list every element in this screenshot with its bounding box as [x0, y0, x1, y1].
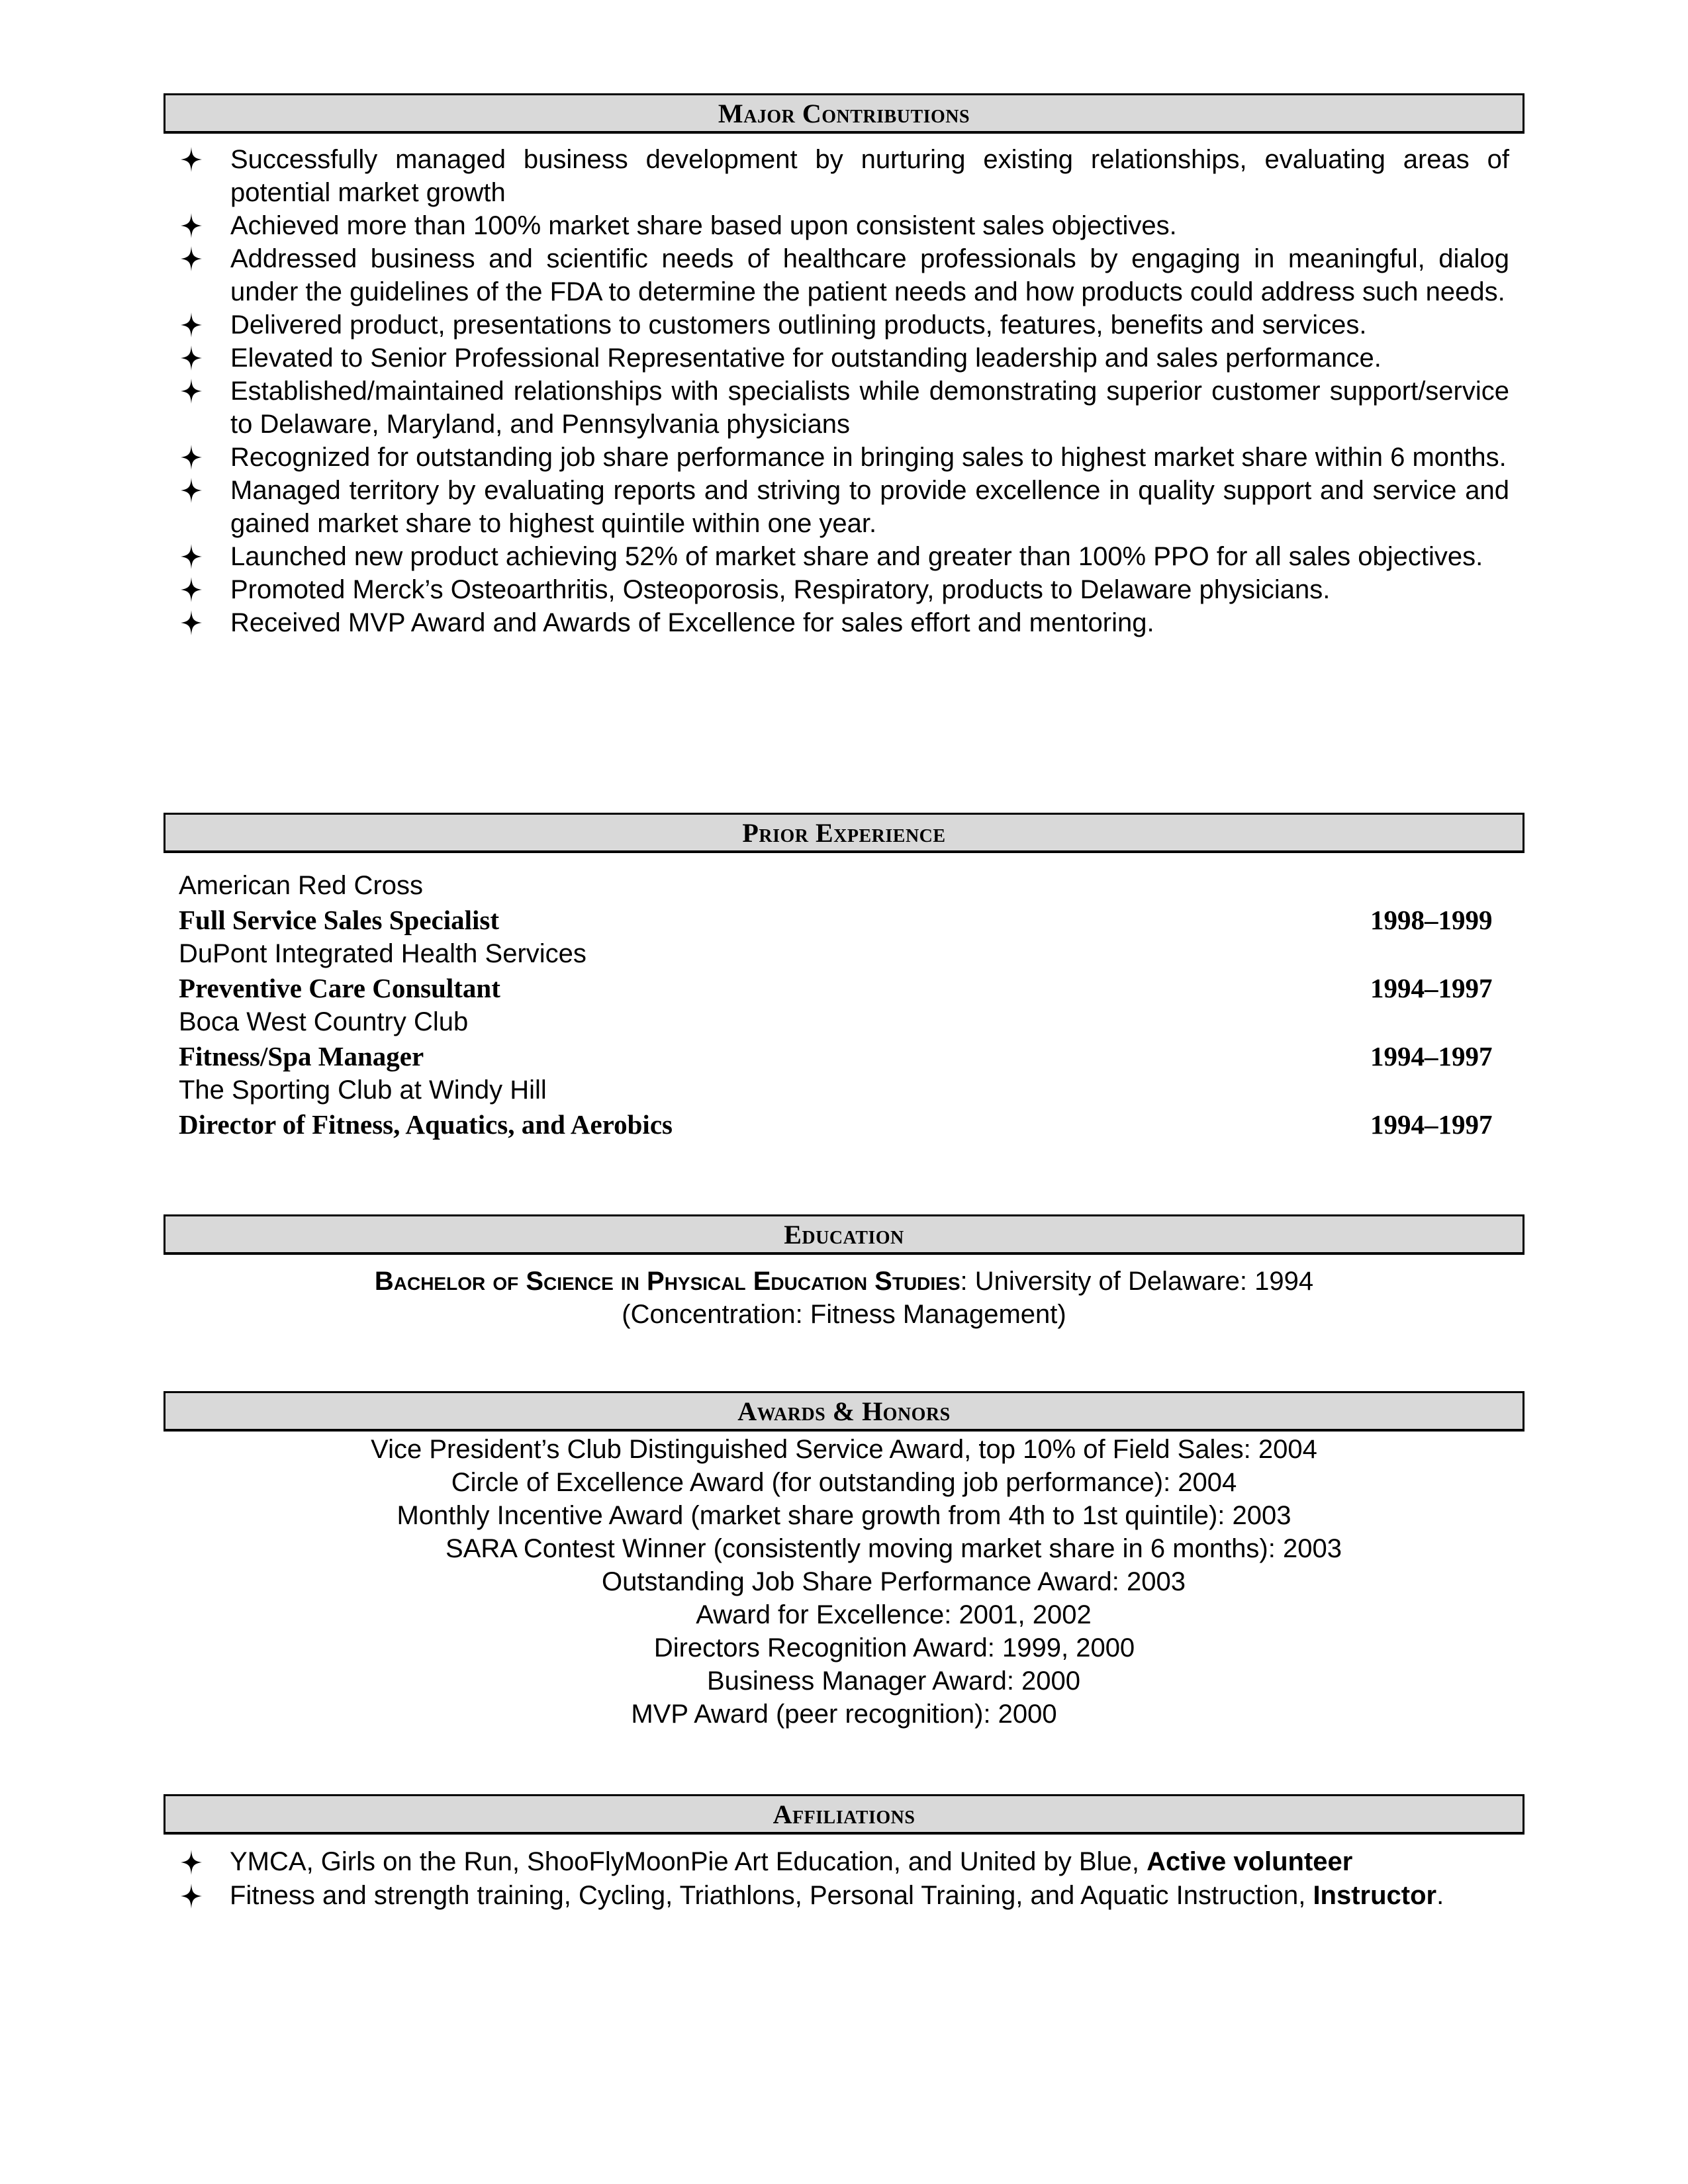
- degree-line: [164, 1265, 1524, 1298]
- award-item: Business Manager Award: 2000: [706, 1666, 1081, 1696]
- list-item: [179, 308, 1509, 341]
- section-header-affiliations: [164, 1794, 1524, 1835]
- star-bullet-icon: [179, 573, 204, 606]
- experience-entry: [179, 937, 1496, 1005]
- affiliation-text: YMCA, Girls on the Run, ShooFlyMoonPie Art Education, and United by Blue,: [230, 1847, 1147, 1876]
- list-item: [179, 1845, 1509, 1879]
- job-title: Fitness/Spa Manager: [179, 1040, 424, 1071]
- affiliations-list: [179, 1845, 1509, 1913]
- star-bullet-icon: [179, 540, 204, 573]
- concentration-line: (Concentration: Fitness Management): [622, 1300, 1066, 1329]
- list-item: [179, 606, 1509, 639]
- list-item: [179, 209, 1509, 242]
- item-text: Delivered product, presentations to customers outlining products, features, benefits and services.: [230, 310, 1367, 340]
- section-title: Education: [784, 1220, 904, 1250]
- award-item: Vice President’s Club Distinguished Service Award, top 10% of Field Sales: 2004: [371, 1435, 1317, 1464]
- award-item: Monthly Incentive Award (market share growth from 4th to 1st quintile): 2003: [397, 1501, 1291, 1530]
- star-bullet-icon: [179, 242, 204, 275]
- list-item: [179, 375, 1509, 441]
- section-title: Prior Experience: [742, 818, 946, 848]
- item-text: Established/maintained relationships with specialists while demonstrating superior customer support/service to Delaware, Maryland, and Pennsylvania physicians: [230, 377, 1509, 439]
- item-text: Addressed business and scientific needs of healthcare professionals by engaging in meaningful, dialog under the guidelines of the FDA to determine the patient needs and how products could address such needs.: [230, 244, 1509, 306]
- section-title: Affiliations: [773, 1799, 915, 1829]
- list-item: [179, 474, 1509, 540]
- star-bullet-icon: [179, 474, 204, 507]
- section-header-prior-experience: [164, 813, 1524, 853]
- award-item: Award for Excellence: 2001, 2002: [696, 1600, 1092, 1629]
- star-bullet-icon: [179, 1845, 204, 1879]
- list-item: [179, 143, 1509, 209]
- section-header-awards-honors: [164, 1391, 1524, 1432]
- job-dates: 1998–1999: [1370, 904, 1493, 935]
- company-name: The Sporting Club at Windy Hill: [179, 1075, 547, 1105]
- job-dates: 1994–1997: [1370, 972, 1493, 1003]
- star-bullet-icon: [179, 209, 204, 242]
- star-bullet-icon: [179, 375, 204, 408]
- job-dates: 1994–1997: [1370, 1109, 1493, 1140]
- job-dates: 1994–1997: [1370, 1040, 1493, 1071]
- item-text: Achieved more than 100% market share based upon consistent sales objectives.: [230, 211, 1177, 240]
- item-text: Elevated to Senior Professional Representative for outstanding leadership and sales performance.: [230, 343, 1382, 373]
- education-block: [164, 1265, 1524, 1331]
- company-name: American Red Cross: [179, 871, 424, 900]
- item-text: Launched new product achieving 52% of market share and greater than 100% PPO for all sales objectives.: [230, 542, 1483, 571]
- experience-entry: [179, 1073, 1496, 1142]
- award-item: Directors Recognition Award: 1999, 2000: [653, 1633, 1135, 1662]
- degree-name: Bachelor of Science in Physical Education Studies: [374, 1267, 961, 1296]
- job-title: Full Service Sales Specialist: [179, 904, 499, 935]
- item-text: Successfully managed business development by nurturing existing relationships, evaluating areas of potential market growth: [230, 145, 1509, 207]
- affiliation-role: Instructor: [1313, 1881, 1437, 1910]
- section-title: Major Contributions: [718, 99, 970, 128]
- section-header-education: [164, 1214, 1524, 1255]
- experience-entry: [179, 869, 1496, 937]
- experience-entry: [179, 1005, 1496, 1073]
- item-text: Promoted Merck’s Osteoarthritis, Osteoporosis, Respiratory, products to Delaware physicians.: [230, 575, 1331, 604]
- major-contributions-list: [179, 143, 1509, 639]
- star-bullet-icon: [179, 143, 204, 176]
- item-text: Managed territory by evaluating reports and striving to provide excellence in quality support and service and gained market share to highest quintile within one year.: [230, 476, 1509, 538]
- prior-experience-list: [179, 869, 1496, 1142]
- affiliation-role: Active volunteer: [1147, 1847, 1353, 1876]
- award-item: MVP Award (peer recognition): 2000: [631, 1700, 1057, 1729]
- star-bullet-icon: [179, 606, 204, 639]
- award-item: Outstanding Job Share Performance Award: 2003: [601, 1567, 1186, 1596]
- affiliation-suffix: .: [1436, 1881, 1444, 1910]
- degree-details: : University of Delaware: 1994: [960, 1267, 1314, 1296]
- star-bullet-icon: [179, 1879, 204, 1913]
- list-item: [179, 341, 1509, 375]
- item-text: Received MVP Award and Awards of Excellence for sales effort and mentoring.: [230, 608, 1154, 637]
- list-item: [179, 1879, 1509, 1913]
- job-title: Preventive Care Consultant: [179, 972, 500, 1003]
- list-item: [179, 573, 1509, 606]
- section-title: Awards & Honors: [737, 1396, 951, 1426]
- award-item: SARA Contest Winner (consistently moving market share in 6 months): 2003: [445, 1534, 1342, 1563]
- company-name: DuPont Integrated Health Services: [179, 939, 586, 968]
- affiliation-text: Fitness and strength training, Cycling, Triathlons, Personal Training, and Aquatic Instruction,: [230, 1881, 1313, 1910]
- section-header-major-contributions: [164, 93, 1524, 134]
- list-item: [179, 441, 1509, 474]
- job-title: Director of Fitness, Aquatics, and Aerobics: [179, 1109, 673, 1140]
- star-bullet-icon: [179, 341, 204, 375]
- company-name: Boca West Country Club: [179, 1007, 469, 1036]
- list-item: [179, 540, 1509, 573]
- awards-list: [164, 1433, 1524, 1731]
- list-item: [179, 242, 1509, 308]
- award-item: Circle of Excellence Award (for outstanding job performance): 2004: [451, 1468, 1237, 1497]
- item-text: Recognized for outstanding job share performance in bringing sales to highest market share within 6 months.: [230, 443, 1507, 472]
- star-bullet-icon: [179, 441, 204, 474]
- star-bullet-icon: [179, 308, 204, 341]
